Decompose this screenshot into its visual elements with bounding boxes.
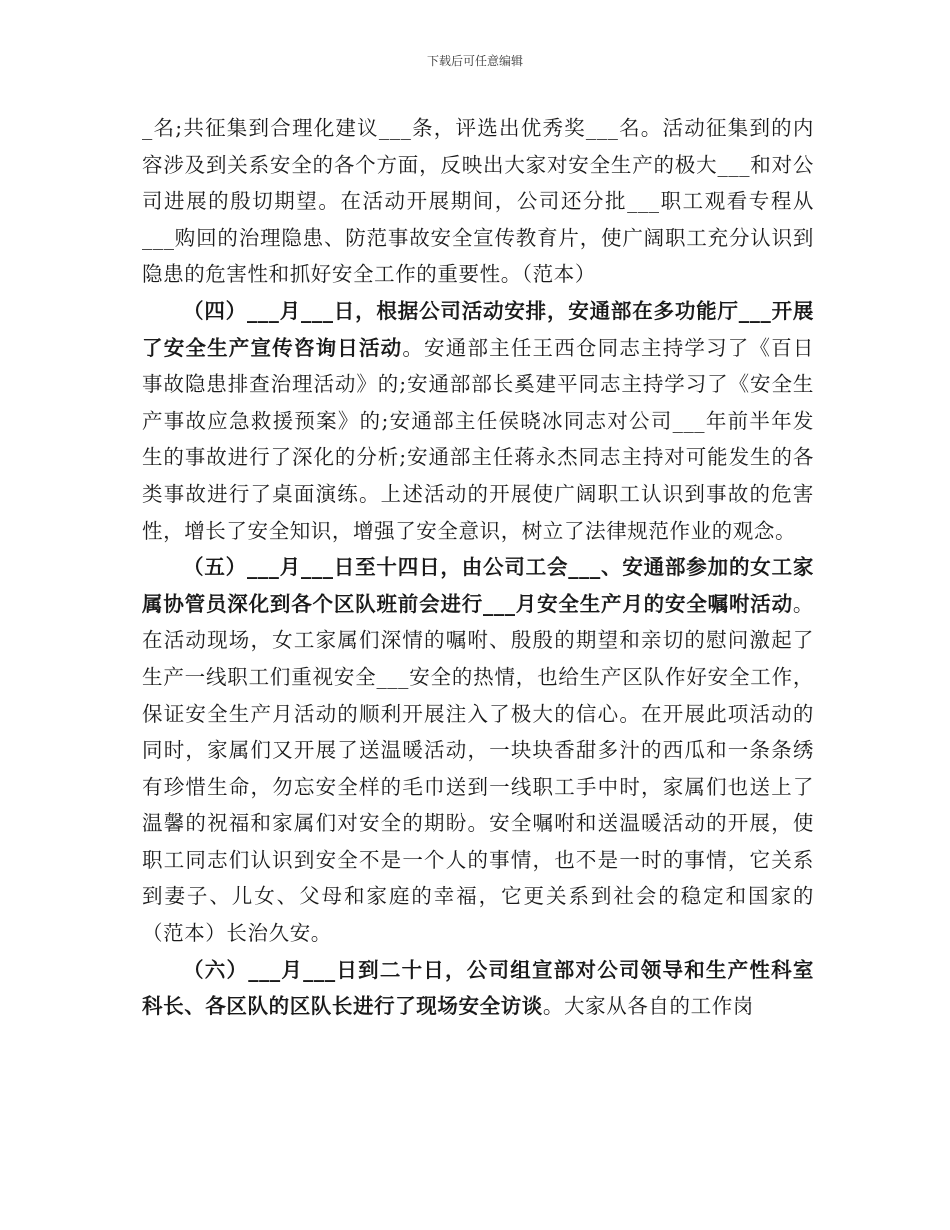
page-header: 下载后可任意编辑 — [426, 54, 523, 68]
paragraph-1-text: _名;共征集到合理化建议___条，评选出优秀奖___名。活动征集到的内容涉及到关系安全的各个方面，反映出大家对安全生产的极大___和对公司进展的殷切期望。在活动开展期间，公司还分批___职工观看专程从___购回的治理隐患、防范事故安全宣传教育片，使广阔职工充分认识到隐患的危害性和抓好安全工作的重要性。（范本） — [142, 116, 814, 287]
paragraph-2-heading: （四）___月___日，根据公司活动安排，安通部在多功能厅___开展了安全生产宣传咨询日活动 — [142, 298, 814, 360]
document-body — [142, 110, 814, 1025]
paragraph-3-heading: （五）___月___日至十四日，由公司工会___、安通部参加的女工家属协管员深化到各个区队班前会进行___月安全生产月的安全嘱咐活动 — [142, 555, 814, 616]
paragraph-1 — [142, 110, 814, 293]
paragraph-3-text: 。在活动现场，女工家属们深情的嘱咐、殷殷的期望和亲切的慰问激起了生产一线职工们重视安全___安全的热情，也给生产区队作好安全工作，保证安全生产月活动的顺利开展注入了极大的信心。在开展此项活动的同时，家属们又开展了送温暖活动，一块块香甜多汁的西瓜和一条条绣有珍惜生命，勿忘安全样的毛巾送到一线职工手中时，家属们也送上了温馨的祝福和家属们对安全的期盼。安全嘱咐和送温暖活动的开展，使职工同志们认识到安全不是一个人的事情，也不是一时的事情，它关系到妻子、儿女、父母和家庭的幸福，它更关系到社会的稳定和国家的（范本）长治久安。 — [142, 591, 814, 946]
paragraph-2 — [142, 293, 814, 549]
paragraph-2-text: 。安通部主任王西仓同志主持学习了《百日事故隐患排查治理活动》的;安通部部长奚建平同志主持学习了《安全生产事故应急救援预案》的;安通部主任侯晓冰同志对公司___年前半年发生的事故进行了深化的分析;安通部主任蒋永杰同志主持对可能发生的各类事故进行了桌面演练。上述活动的开展使广阔职工认识到事故的危害性，增长了安全知识，增强了安全意识，树立了法律规范作业的观念。 — [142, 335, 814, 543]
paragraph-3 — [142, 549, 814, 952]
paragraph-4 — [142, 952, 814, 1025]
paragraph-4-text: 。大家从各自的工作岗 — [542, 994, 754, 1019]
paragraph-4-heading: （六）___月___日到二十日，公司组宣部对公司领导和生产性科室科长、各区队的区队长进行了现场安全访谈 — [142, 957, 814, 1019]
